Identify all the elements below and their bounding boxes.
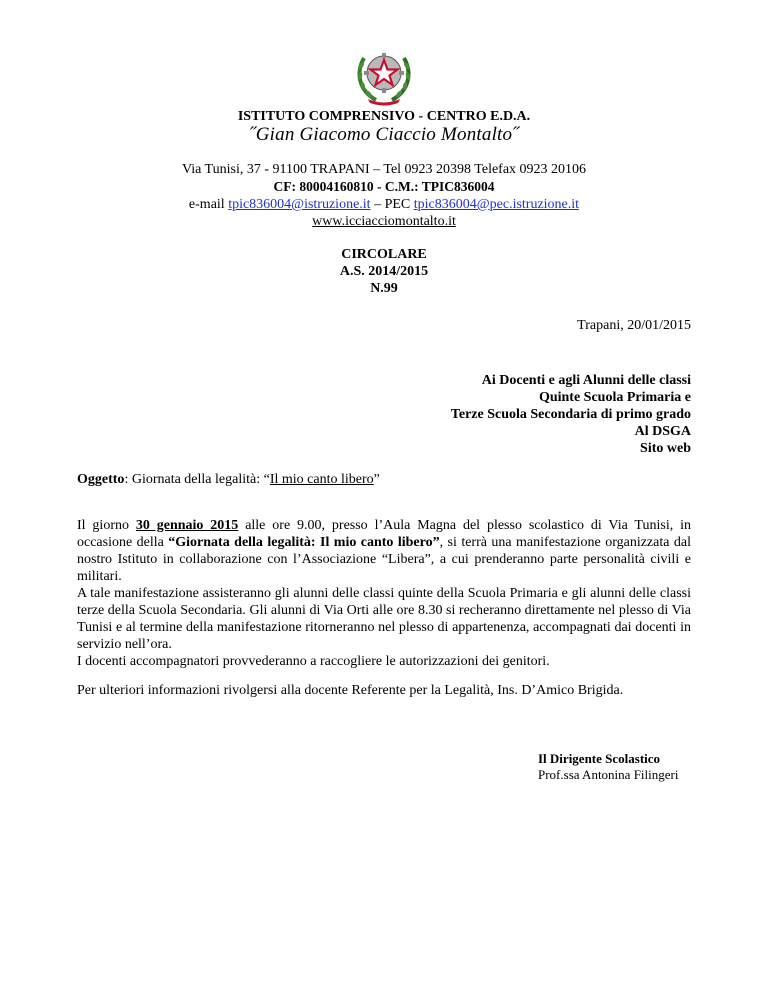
event-name: “Giornata della legalità: Il mio canto libero”	[168, 535, 440, 550]
paragraph-3: I docenti accompagnatori provvederanno a raccogliere le autorizzazioni dei genitori.	[77, 654, 550, 669]
recipient-line: Terze Scuola Secondaria di primo grado	[450, 407, 691, 422]
subject-title: Il mio canto libero	[269, 472, 374, 487]
info-paragraph: Per ulteriori informazioni rivolgersi alla docente Referente per la Legalità, Ins. D’Amico Brigida.	[77, 683, 624, 698]
republic-emblem-icon	[354, 44, 414, 106]
subject-close-quote: ”	[373, 472, 380, 487]
recipients-block	[451, 372, 691, 457]
email-link[interactable]: tpic836004@istruzione.it	[228, 197, 371, 212]
fiscal-codes: CF: 80004160810 - C.M.: TPIC836004	[273, 179, 495, 194]
email-prefix: e-mail	[188, 197, 229, 212]
recipient-line: Al DSGA	[634, 424, 691, 439]
pec-link[interactable]: tpic836004@pec.istruzione.it	[413, 197, 580, 212]
institute-name: ˝Gian Giacomo Ciaccio Montalto˝	[249, 124, 519, 145]
recipient-line: Quinte Scuola Primaria e	[538, 390, 691, 405]
signatory-name: Prof.ssa Antonina Filingeri	[538, 767, 679, 782]
circolare-block	[0, 246, 768, 297]
document-date: Trapani, 20/01/2015	[577, 318, 691, 333]
institute-type: ISTITUTO COMPRENSIVO - CENTRO E.D.A.	[237, 109, 531, 124]
website-link[interactable]: www.icciacciomontalto.it	[312, 214, 456, 229]
subject-label: Oggetto	[77, 472, 125, 487]
recipient-line: Sito web	[640, 441, 691, 456]
p1-text-a: Il giorno	[77, 518, 136, 533]
paragraph-1	[77, 517, 691, 585]
signatory-title: Il Dirigente Scolastico	[538, 751, 661, 766]
p1-text-c: , si terrà una manifestazione organizzata dal nostro Istituto in collaborazione con l’Associazione “Libera”, a cui prenderanno parte personalità civili e militari.	[77, 535, 692, 584]
p1-text-b: alle ore 9.00, presso l’Aula Magna del plesso scolastico di Via Tunisi, in occasione della	[77, 518, 691, 550]
circolare-title: CIRCOLARE	[341, 247, 427, 262]
website-line	[0, 214, 768, 230]
address-line: Via Tunisi, 37 - 91100 TRAPANI – Tel 0923 20398 Telefax 0923 20106	[181, 162, 587, 177]
subject-text: : Giornata della legalità: “	[124, 472, 270, 487]
paragraph-2: A tale manifestazione assisteranno gli alunni delle classi quinte della Scuola Primaria e gli alunni delle classi terze della Scuola Secondaria. Gli alunni di Via Orti alle ore 8.30 si recheranno direttamente nel plesso di Via Tunisi e al termine della manifestazione ritorneranno nel plesso di appartenenza, accompagnati dai docenti in servizio nell’ora.	[77, 586, 691, 652]
pec-prefix: – PEC	[370, 197, 414, 212]
event-date: 30 gennaio 2015	[135, 518, 239, 533]
subject-line	[77, 472, 380, 488]
email-line	[0, 197, 768, 213]
body-text	[77, 517, 691, 670]
circolare-number: N.99	[370, 281, 398, 296]
recipient-line: Ai Docenti e agli Alunni delle classi	[481, 373, 691, 388]
signature-block	[538, 751, 678, 783]
school-year: A.S. 2014/2015	[339, 264, 429, 279]
